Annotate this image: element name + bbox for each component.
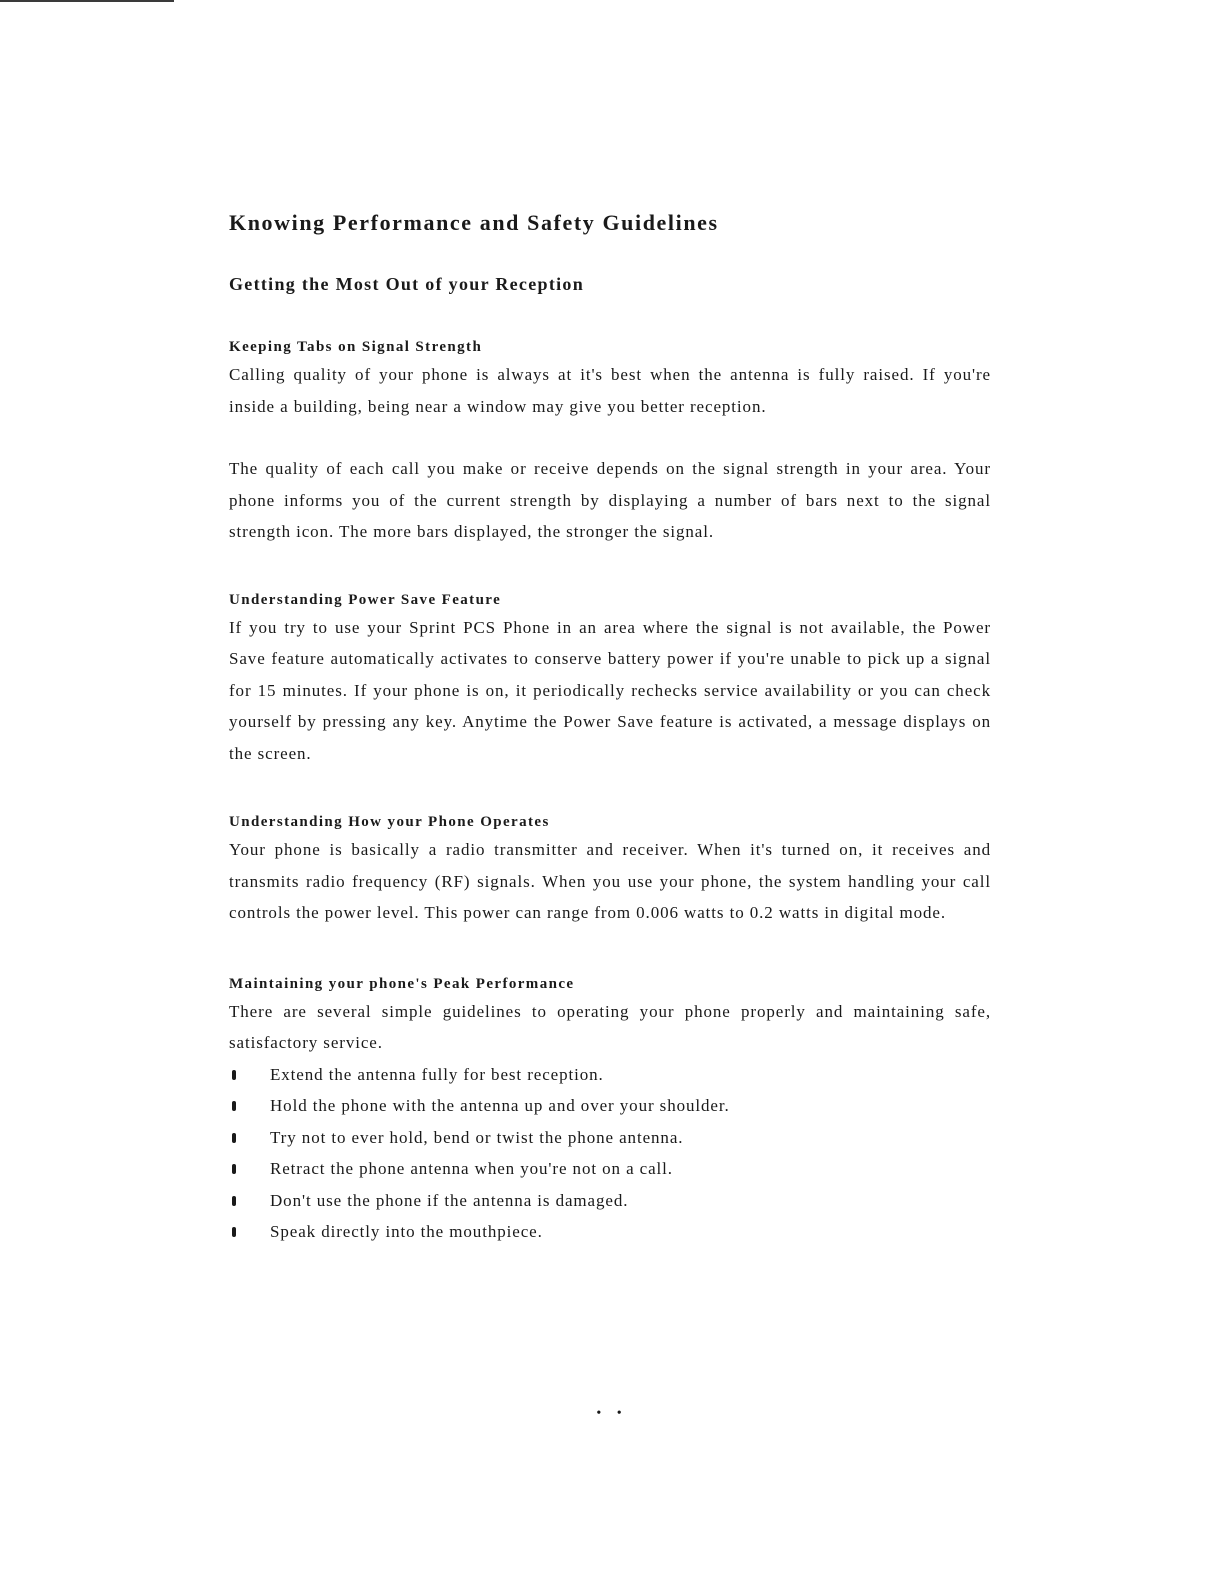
section-phone-operates <box>229 810 991 929</box>
list-item <box>229 1090 991 1122</box>
subheading-power-save: Understanding Power Save Feature <box>229 591 502 608</box>
paragraph: If you try to use your Sprint PCS Phone in an area where the signal is not available, the Power Save feature automatically activates to conserve battery power if you're unable to pick up a signal for 15 minutes. If your phone is on, it periodically rechecks service availability or you can check yourself by pressing any key. Anytime the Power Save feature is activated, a message displays on the screen. <box>229 617 991 763</box>
subheading-peak-performance: Maintaining your phone's Peak Performance <box>229 975 575 992</box>
list-item-text: Don't use the phone if the antenna is damaged. <box>270 1190 629 1210</box>
list-item-text: Extend the antenna fully for best reception. <box>270 1064 604 1084</box>
page-footer-mark: • • <box>596 1406 628 1421</box>
section-peak-performance <box>229 972 991 1248</box>
bullet-icon <box>232 1164 236 1174</box>
section-power-save <box>229 588 991 770</box>
guideline-list <box>229 1059 991 1248</box>
subheading-phone-operates: Understanding How your Phone Operates <box>229 814 550 830</box>
list-item-text: Retract the phone antenna when you're not on a call. <box>270 1159 673 1178</box>
subheading-signal-strength: Keeping Tabs on Signal Strength <box>229 339 483 355</box>
document-title: Knowing Performance and Safety Guidelines <box>229 210 719 235</box>
bullet-icon <box>232 1101 236 1111</box>
bullet-icon <box>232 1227 236 1237</box>
list-item <box>229 1216 991 1248</box>
list-item-text: Hold the phone with the antenna up and over your shoulder. <box>270 1096 730 1115</box>
paragraph: The quality of each call you make or receive depends on the signal strength in your area. Your phone informs you of the current strength by displaying a number of bars next to the signal strength icon. The more bars displayed, the stronger the signal. <box>229 459 991 541</box>
list-item-text: Try not to ever hold, bend or twist the phone antenna. <box>270 1127 684 1147</box>
section-title: Getting the Most Out of your Reception <box>229 274 585 294</box>
bullet-icon <box>232 1133 236 1143</box>
bullet-icon <box>232 1196 236 1206</box>
list-item <box>229 1153 991 1185</box>
scan-edge-rule <box>0 0 174 2</box>
document-page <box>229 205 991 1248</box>
list-item <box>229 1059 991 1091</box>
paragraph: There are several simple guidelines to operating your phone properly and maintaining safe, satisfactory service. <box>229 1001 991 1052</box>
paragraph: Your phone is basically a radio transmitter and receiver. When it's turned on, it receives and transmits radio frequency (RF) signals. When you use your phone, the system handling your call controls the power level. This power can range from 0.006 watts to 0.2 watts in digital mode. <box>229 840 991 922</box>
list-item-text: Speak directly into the mouthpiece. <box>270 1222 543 1241</box>
list-item <box>229 1122 991 1154</box>
bullet-icon <box>232 1070 236 1080</box>
paragraph: Calling quality of your phone is always at it's best when the antenna is fully raised. If you're inside a building, being near a window may give you better reception. <box>229 365 991 416</box>
section-signal-strength <box>229 335 991 548</box>
list-item <box>229 1185 991 1217</box>
